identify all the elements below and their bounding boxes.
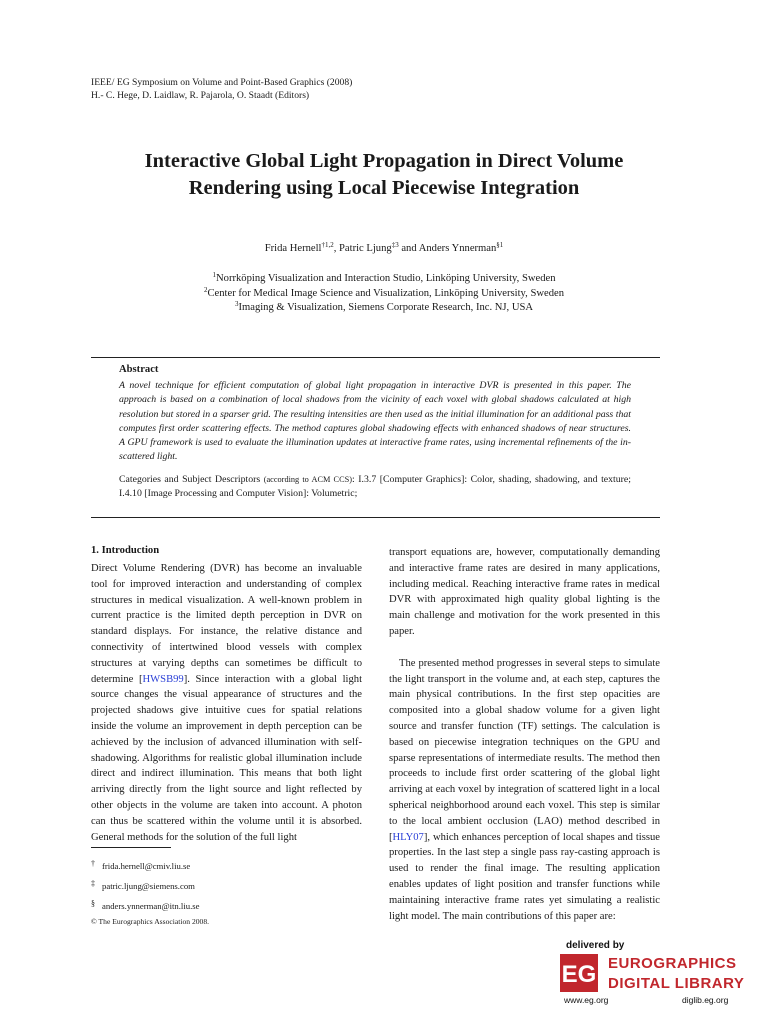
eg-url[interactable]: www.eg.org: [564, 995, 609, 1005]
header-line-1: IEEE/ EG Symposium on Volume and Point-Based Graphics (2008): [91, 77, 353, 88]
author-list: [60, 242, 708, 255]
brand-line-2: DIGITAL LIBRARY: [608, 975, 745, 992]
abstract-heading: Abstract: [119, 364, 159, 375]
affiliation-text: Imaging & Visualization, Siemens Corporate Research, Inc. NJ, USA: [238, 302, 534, 313]
eg-logo-icon: [560, 954, 598, 992]
affiliation-number: 2: [203, 285, 208, 294]
left-column: [91, 561, 362, 845]
paragraph-text: Direct Volume Rendering (DVR) has become an invaluable tool for improved interaction and understanding of complex structures in medical visualization. A well-known problem in current practice is the limited depth perception in DVR on standard displays. For instance, the relative distance and connectivity of intertwined blood vessels with complex structures at varying depths can sometimes be difficult to determine [: [91, 563, 362, 685]
author-separator: and: [398, 243, 419, 254]
citation-link[interactable]: HLY07: [392, 831, 424, 843]
footnote: [91, 855, 200, 875]
paragraph: [91, 561, 362, 845]
footnote-text: frida.hernell@cmiv.liu.se: [102, 861, 191, 871]
eg-logo-letters: EG: [561, 961, 597, 988]
affiliation-number: 3: [234, 300, 239, 308]
author-name: Anders Ynnerman: [418, 243, 497, 254]
abstract-bottom-rule: [91, 517, 660, 518]
paragraph-text: ]. Since interaction with a global light source changes the visual appearance of structures and the projected shadows give intuitive cues for spatial relations inside the volume an improvement in depth perception can be achieved by the inclusion of advanced illumination with self-shadowing. Algorithms for realistic global illumination include direct and indirect illumination. This means that both light arriving directly from the light source and light reflected by other objects in the volume are taken into account. A photon can thus be scattered within the volume until it is absorbed. General methods for the solution of the full light: [91, 673, 363, 843]
author-marks: §1: [496, 241, 504, 249]
abstract-top-rule: [91, 357, 660, 358]
affiliation: [60, 287, 708, 302]
footnote-rule: [91, 847, 171, 848]
footnote-mark: §: [91, 899, 95, 908]
categories-note: (according to ACM CCS): [263, 475, 353, 484]
abstract-text: A novel technique for efficient computation of global light propagation in interactive DVR is presented in this paper. The approach is based on a combination of local shadows from the vicinity of each voxel with global shadows calculated at high resolution but stored in a sparser grid. The resulting intensities are then used as the initial illumination for an additional pass that computes first order scattering effects. The method captures global shadowing effects with enhanced shadows of near structures. A GPU framework is used to evaluate the illumination updates at interactive frame rates, using incremental refinements of the in-scattered light.: [119, 380, 631, 463]
right-column: [389, 545, 660, 924]
author-marks: †1,2: [321, 241, 334, 249]
affiliation: [60, 272, 708, 287]
categories: [119, 473, 631, 502]
affiliation-number: 1: [212, 271, 216, 279]
paragraph: [389, 656, 660, 925]
author-name: Patric Ljung: [339, 243, 392, 254]
paper-title: [60, 148, 708, 202]
delivered-by-text: delivered by: [566, 940, 625, 951]
affiliation-text: Center for Medical Image Science and Visualization, Linköping University, Sweden: [207, 287, 564, 299]
affiliation-text: Norrköping Visualization and Interaction Studio, Linköping University, Sweden: [216, 273, 556, 284]
copyright-notice: © The Eurographics Association 2008.: [91, 917, 210, 926]
paragraph-text: The presented method progresses in several steps to simulate the light transport in the volume and, at each step, captures the main physical contributions. In the first step opacities are composited into a global shadow volume for a given light source and transfer function (TF) settings. The calculation is based on piecewise integration techniques on the GPU and sparse representations of intermediate results. The method then proceeds to include first order scattering of the global light arriving at each voxel by integration of scattered light in a local spherical neighborhood around each voxel. This step is similar to the local ambient occlusion (LAO) method described in [: [389, 657, 660, 843]
author-name: Frida Hernell: [264, 243, 322, 254]
paragraph-text: ], which enhances perception of local shapes and tissue properties. In the last step a single pass ray-casting approach is used to render the final image. The resulting application enables updates of light position and transfer functions while maintaining interactive frame rates yet simulating a realistic light model. The main contributions of this paper are:: [389, 831, 660, 922]
section-heading: 1. Introduction: [91, 545, 160, 556]
title-line-1: Interactive Global Light Propagation in Direct Volume: [144, 150, 624, 172]
eurographics-logo[interactable]: [556, 940, 748, 1008]
brand-line-1: EUROGRAPHICS: [608, 955, 737, 972]
affiliation: [60, 301, 708, 316]
footnote-mark: †: [91, 859, 95, 868]
footnote: [91, 875, 200, 895]
footnote-text: anders.ynnerman@itn.liu.se: [102, 901, 200, 911]
author-separator: ,: [333, 243, 340, 254]
header-line-2: H.- C. Hege, D. Laidlaw, R. Pajarola, O. Staadt (Editors): [91, 90, 310, 101]
categories-text: : I.3.7 [Computer Graphics]: Color, shading, shadowing, and texture; I.4.10 [Image Processing and Computer Vision]: Volumetric;: [119, 474, 631, 500]
citation-link[interactable]: HWSB99: [142, 673, 184, 685]
footnote-text: patric.ljung@siemens.com: [102, 881, 195, 891]
footnotes: [91, 855, 200, 915]
footnote-mark: ‡: [91, 879, 95, 888]
diglib-url[interactable]: diglib.eg.org: [682, 995, 729, 1005]
paragraph: transport equations are, however, computationally demanding and interactive frame rates are desired in many applications, including medical. Reaching interactive frame rates in medical DVR with approximated high quality global lighting is the main challenge and motivation for the work presented in this paper.: [389, 547, 660, 637]
author-marks: ‡3: [391, 241, 399, 249]
affiliations: [60, 272, 708, 316]
categories-label: Categories and Subject Descriptors: [119, 474, 264, 485]
conference-header: [91, 76, 491, 102]
footnote: [91, 895, 200, 915]
title-line-2: Rendering using Local Piecewise Integration: [188, 177, 580, 199]
